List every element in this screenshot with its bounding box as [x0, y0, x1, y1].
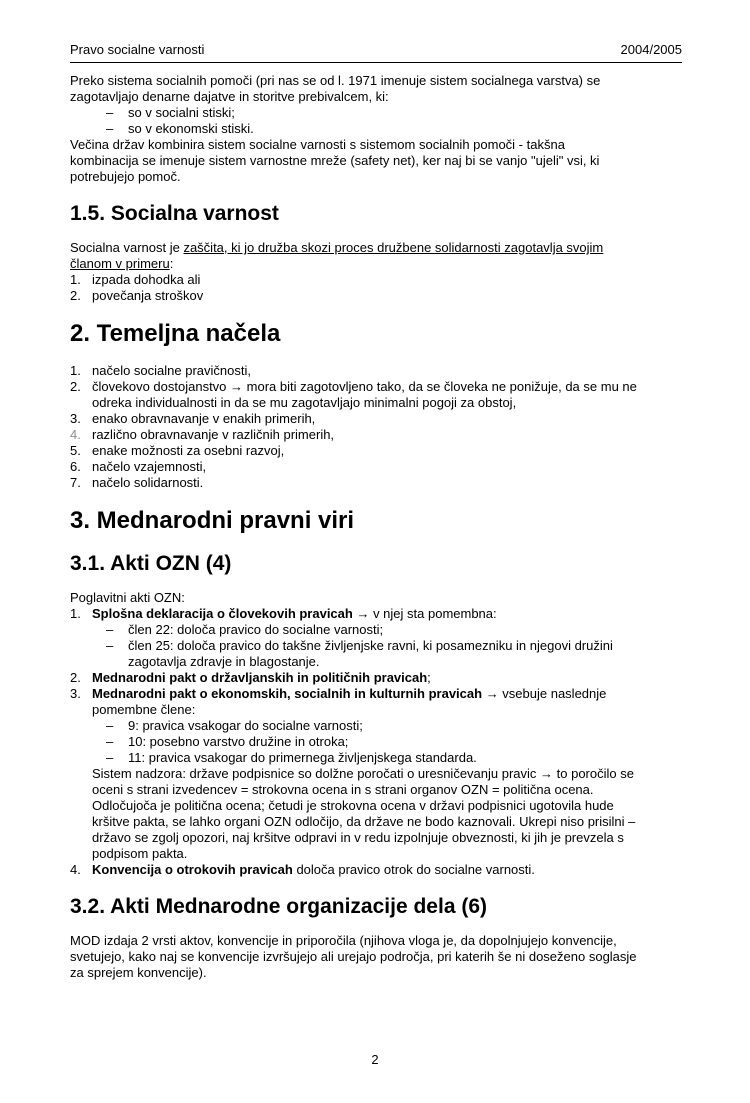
- page-content: [70, 73, 642, 981]
- list-number: 1.: [70, 606, 81, 621]
- dash-bullet: –: [106, 718, 114, 733]
- paragraph-line: zagotavljajo denarne dajatve in storitve prebivalcem, ki:: [70, 89, 389, 104]
- list-item-text: [92, 862, 642, 878]
- underlined-text: zaščita, ki jo družba skozi proces družbene solidarnosti zagotavlja svojim: [183, 240, 604, 255]
- list-number: 3.: [70, 686, 81, 701]
- list-item: [70, 272, 642, 288]
- list-item: [70, 862, 642, 878]
- list-number: 1.: [70, 363, 81, 378]
- list-item-text: načelo vzajemnosti,: [92, 459, 207, 474]
- note-line: državo se zgolj opozori, naj kršitve odpravi in v redu izpolnjuje obveznosti, ki jih je prevzela s: [92, 830, 624, 845]
- list-number: 6.: [70, 459, 81, 474]
- list-number: 2.: [70, 670, 81, 685]
- sub-item-text: 10: posebno varstvo družine in otroka;: [128, 734, 349, 749]
- plain-text: ;: [427, 670, 431, 685]
- note-line: kršitve pakta, se lahko organi OZN odločijo, da države ne bodo kaznovali. Ukrepi niso prisilni –: [92, 814, 636, 829]
- paragraph-line: [70, 256, 642, 272]
- list-item-text: odreka individualnosti in da se mu zagotavljajo minimalni pogoji za obstoj,: [92, 395, 517, 410]
- sub-item-text: 11: pravica vsakogar do primernega življenjskega standarda.: [128, 750, 477, 765]
- list-item: [70, 427, 642, 443]
- list-item: [70, 288, 642, 304]
- list-item: [106, 105, 642, 121]
- note-paragraph: [92, 766, 642, 862]
- list-item: [70, 379, 642, 411]
- list-item: [70, 686, 642, 862]
- sub-list-item: [106, 638, 642, 670]
- list-item-text: so v ekonomski stiski.: [128, 121, 254, 136]
- section-2-list: [70, 363, 642, 491]
- list-item-text: načelo socialne pravičnosti,: [92, 363, 251, 378]
- plain-text: → v njej sta pomembna:: [352, 606, 497, 621]
- paragraph-line: svetujejo, kako naj se konvencije izvršujejo ali urejajo področja, pri katerih še ni doseženo soglasje: [70, 949, 637, 964]
- intro-paragraph: [70, 73, 642, 185]
- page-number: 2: [371, 1052, 379, 1067]
- list-number: 3.: [70, 411, 81, 426]
- sub-list-item: [106, 734, 642, 750]
- list-item: [70, 459, 642, 475]
- list-item: [70, 411, 642, 427]
- bold-text: Konvencija o otrokovih pravicah: [92, 862, 293, 877]
- section-3-1-heading: 3.1. Akti OZN (4): [70, 552, 232, 575]
- header-year: 2004/2005: [620, 42, 682, 57]
- paragraph-line: Večina držav kombinira sistem socialne varnosti s sistemom socialnih pomoči - takšna: [70, 137, 565, 152]
- sub-list-item: [106, 622, 642, 638]
- sub-item-text: zagotavlja zdravje in blagostanje.: [128, 654, 320, 669]
- plain-text: :: [169, 256, 174, 271]
- note-line: Odločujoča je politična ocena; četudi je strokovna ocena v državi podpisnici ugotovila hude: [92, 798, 614, 813]
- paragraph-line: potrebujejo pomoč.: [70, 169, 181, 184]
- list-number: 2.: [70, 288, 81, 303]
- list-number: 5.: [70, 443, 81, 458]
- bold-text: Splošna deklaracija o človekovih pravicah: [92, 606, 353, 621]
- dash-bullet: –: [106, 750, 114, 765]
- list-item-text: [92, 686, 642, 702]
- section-3-1-block: [70, 590, 642, 878]
- plain-text: → vsebuje naslednje: [482, 686, 607, 701]
- section-3-2-heading: 3.2. Akti Mednarodne organizacije dela (6): [70, 895, 487, 918]
- list-item-text: različno obravnavanje v različnih primerih,: [92, 427, 335, 442]
- list-item: [106, 121, 642, 137]
- page-header: [70, 42, 682, 63]
- list-number: 2.: [70, 379, 81, 394]
- dash-bullet: –: [106, 638, 114, 653]
- list-number: 4.: [70, 862, 81, 877]
- section-3-2-paragraph: [70, 933, 642, 981]
- list-item: [70, 670, 642, 686]
- list-item-text: enako obravnavanje v enakih primerih,: [92, 411, 316, 426]
- plain-text: Socialna varnost je: [70, 240, 184, 255]
- sub-item-text: 9: pravica vsakogar do socialne varnosti;: [128, 718, 363, 733]
- list-item-text: izpada dohodka ali: [92, 272, 201, 287]
- note-line: Sistem nadzora: države podpisnice so dolžne poročati o uresničevanju pravic → to poročilo se: [92, 766, 634, 781]
- list-item-text: povečanja stroškov: [92, 288, 204, 303]
- list-item-text: [92, 670, 642, 686]
- dash-bullet: –: [106, 105, 114, 120]
- sub-item-text: člen 22: določa pravico do socialne varnosti;: [128, 622, 384, 637]
- document-page: [0, 42, 750, 1103]
- dash-bullet: –: [106, 121, 114, 136]
- list-item-text: so v socialni stiski;: [128, 105, 235, 120]
- section-1-5-heading: 1.5. Socialna varnost: [70, 202, 279, 225]
- list-item-text: pomembne člene:: [92, 702, 196, 717]
- note-line: oceni s strani izvedencev = strokovna ocena in s strani organov OZN = politična ocena.: [92, 782, 594, 797]
- paragraph-line: Preko sistema socialnih pomoči (pri nas se od l. 1971 imenuje sistem socialnega varstva) se: [70, 73, 601, 88]
- list-item: [70, 475, 642, 491]
- sub-item-text: člen 25: določa pravico do takšne življenjske ravni, ki posamezniku in njegovi družini: [128, 638, 613, 653]
- paragraph-line: kombinacija se imenuje sistem varnostne mreže (safety net), ker naj bi se vanjo "ujeli" vsi, ki: [70, 153, 600, 168]
- note-line: podpisom pakta.: [92, 846, 188, 861]
- list-item-text: enake možnosti za osebni razvoj,: [92, 443, 285, 458]
- sub-list-item: [106, 718, 642, 734]
- list-number: 7.: [70, 475, 81, 490]
- list-item: [70, 363, 642, 379]
- plain-text: določa pravico otrok do socialne varnosti.: [292, 862, 535, 877]
- paragraph-line: Poglavitni akti OZN:: [70, 590, 185, 605]
- dash-bullet: –: [106, 622, 114, 637]
- list-item: [70, 443, 642, 459]
- sub-list-item: [106, 750, 642, 766]
- underlined-text: članom v primeru: [70, 256, 170, 271]
- list-number-muted: 4.: [70, 427, 81, 442]
- list-number: 1.: [70, 272, 81, 287]
- list-item-text: načelo solidarnosti.: [92, 475, 204, 490]
- section-2-heading: 2. Temeljna načela: [70, 320, 281, 347]
- dash-bullet: –: [106, 734, 114, 749]
- list-item-text: [92, 606, 642, 622]
- list-item-text: človekovo dostojanstvo → mora biti zagotovljeno tako, da se človeka ne ponižuje, da se mu ne: [92, 379, 637, 394]
- paragraph-line: [70, 240, 642, 256]
- list-item: [70, 606, 642, 670]
- section-1-5-paragraph: [70, 240, 642, 304]
- paragraph-line: za sprejem konvencije).: [70, 965, 207, 980]
- paragraph-line: MOD izdaja 2 vrsti aktov, konvencije in priporočila (njihova vloga je, da dopolnjujejo konvencije,: [70, 933, 617, 948]
- header-title: Pravo socialne varnosti: [70, 42, 205, 57]
- bold-text: Mednarodni pakt o ekonomskih, socialnih in kulturnih pravicah: [92, 686, 483, 701]
- section-3-heading: 3. Mednarodni pravni viri: [70, 507, 355, 534]
- bold-text: Mednarodni pakt o državljanskih in političnih pravicah: [92, 670, 428, 685]
